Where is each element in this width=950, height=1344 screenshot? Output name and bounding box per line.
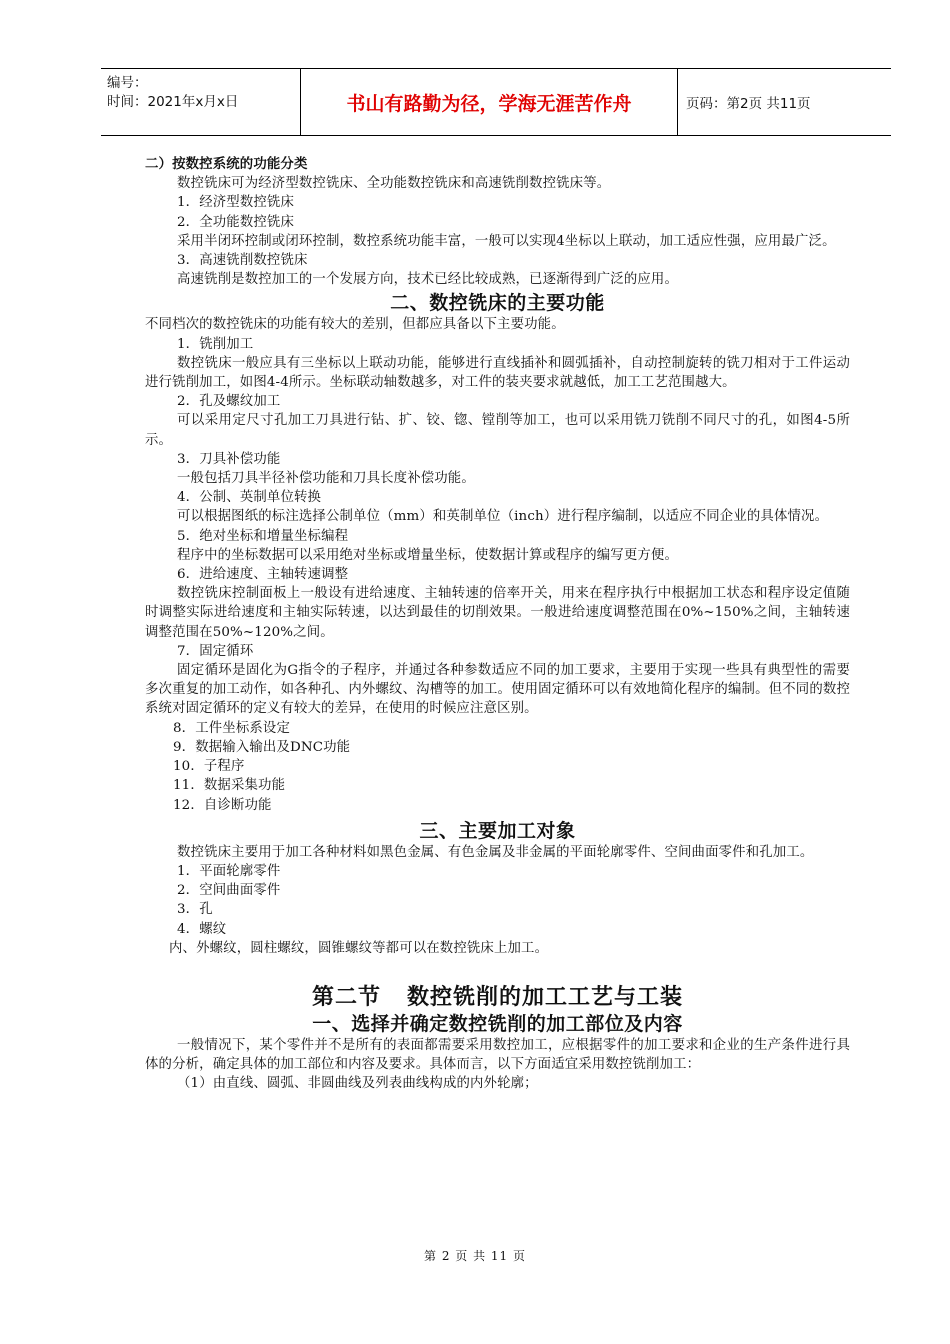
document-number-label: 编号：	[107, 75, 148, 91]
list-item: 10．子程序	[173, 759, 245, 775]
subsection-title: 二）按数控系统的功能分类	[145, 157, 308, 172]
page-footer: 第 2 页 共 11 页	[424, 1249, 526, 1263]
list-item: 7．固定循环	[177, 643, 254, 659]
paragraph: 固定循环是固化为G指令的子程序，并通过各种参数适应不同的加工要求，主要用于实现一些具有典型性的需要多次重复的加工动作，如各种孔、内外螺纹、沟槽等的加工。使用固定循环可以有效地简化程序的编制。但不同的数控系统对固定循环的定义有较大的差异，在使用的时候应注意区别。	[145, 663, 850, 717]
list-item: 3．刀具补偿功能	[177, 451, 281, 467]
list-item: 2．空间曲面零件	[177, 883, 281, 899]
paragraph: 数控铣床一般应具有三坐标以上联动功能，能够进行直线插补和圆弧插补，自动控制旋转的铣刀相对于工件运动进行铣削加工，如图4-4所示。坐标联动轴数越多，对工件的装夹要求就越低，加工工艺范围越大。	[145, 355, 850, 391]
list-item: 3．孔	[177, 902, 213, 918]
list-item: 4．螺纹	[177, 921, 227, 937]
document-time-label: 时间：2021年x月x日	[107, 94, 239, 110]
list-item: 1．平面轮廓零件	[177, 863, 281, 879]
header-page-label: 页码：第2页 共11页	[686, 96, 811, 112]
list-item: 12．自诊断功能	[173, 797, 272, 813]
list-item: 9．数据输入输出及DNC功能	[173, 739, 351, 755]
paragraph: 数控铣床可为经济型数控铣床、全功能数控铣床和高速铣削数控铣床等。	[177, 176, 611, 192]
list-item: 2．全功能数控铣床	[177, 214, 294, 230]
list-item: 8．工件坐标系设定	[173, 720, 290, 736]
paragraph: 一般情况下，某个零件并不是所有的表面都需要采用数控加工，应根据零件的加工要求和企业的生产条件进行具体的分析，确定具体的加工部位和内容及要求。具体而言，以下方面适宜采用数控铣削加工：	[145, 1037, 850, 1073]
header-table	[101, 68, 891, 136]
paragraph: 程序中的坐标数据可以采用绝对坐标或增量坐标，使数据计算或程序的编写更方便。	[177, 547, 679, 563]
list-item: 5．绝对坐标和增量坐标编程	[177, 528, 349, 544]
paragraph: 可以采用定尺寸孔加工刀具进行钻、扩、铰、锪、镗削等加工，也可以采用铣刀铣削不同尺寸的孔，如图4-5所示。	[145, 413, 850, 448]
list-item: 3．高速铣削数控铣床	[177, 253, 308, 269]
list-item: 1．铣削加工	[177, 336, 254, 352]
section-heading: 二、数控铣床的主要功能	[390, 292, 605, 315]
paragraph: 数控铣床主要用于加工各种材料如黑色金属、有色金属及非金属的平面轮廓零件、空间曲面零件和孔加工。	[177, 844, 814, 860]
paragraph: 数控铣床控制面板上一般设有进给速度、主轴转速的倍率开关，用来在程序执行中根据加工状态和程序设定值随时调整实际进给速度和主轴实际转速，以达到最佳的切削效果。一般进给速度调整范围在0%~150%之间，主轴转速调整范围在50%~120%之间。	[145, 586, 850, 640]
section-heading: 三、主要加工对象	[419, 819, 576, 842]
chapter-heading: 第二节 数控铣削的加工工艺与工装	[312, 984, 683, 1010]
header-motto: 书山有路勤为径，学海无涯苦作舟	[301, 69, 678, 135]
paragraph: 不同档次的数控铣床的功能有较大的差别，但都应具备以下主要功能。	[145, 317, 565, 333]
document-body	[145, 155, 850, 1094]
paragraph: 一般包括刀具半径补偿功能和刀具长度补偿功能。	[177, 471, 475, 487]
list-item: 4．公制、英制单位转换	[177, 490, 322, 506]
list-item: （1）由直线、圆弧、非圆曲线及列表曲线构成的内外轮廓；	[177, 1076, 538, 1092]
list-item: 11．数据采集功能	[173, 778, 286, 794]
header-meta-cell	[101, 69, 301, 135]
paragraph: 内、外螺纹，圆柱螺纹，圆锥螺纹等都可以在数控铣床上加工。	[169, 940, 549, 956]
paragraph: 可以根据图纸的标注选择公制单位（mm）和英制单位（inch）进行程序编制，以适应不同企业的具体情况。	[177, 509, 829, 525]
list-item: 6．进给速度、主轴转速调整	[177, 567, 349, 583]
section-heading: 一、选择并确定数控铣削的加工部位及内容	[312, 1012, 683, 1035]
list-item: 1．经济型数控铣床	[177, 195, 294, 211]
list-item: 2．孔及螺纹加工	[177, 394, 281, 410]
paragraph: 采用半闭环控制或闭环控制，数控系统功能丰富，一般可以实现4坐标以上联动，加工适应性强，应用最广泛。	[177, 233, 836, 249]
paragraph: 高速铣削是数控加工的一个发展方向，技术已经比较成熟，已逐渐得到广泛的应用。	[177, 272, 679, 288]
